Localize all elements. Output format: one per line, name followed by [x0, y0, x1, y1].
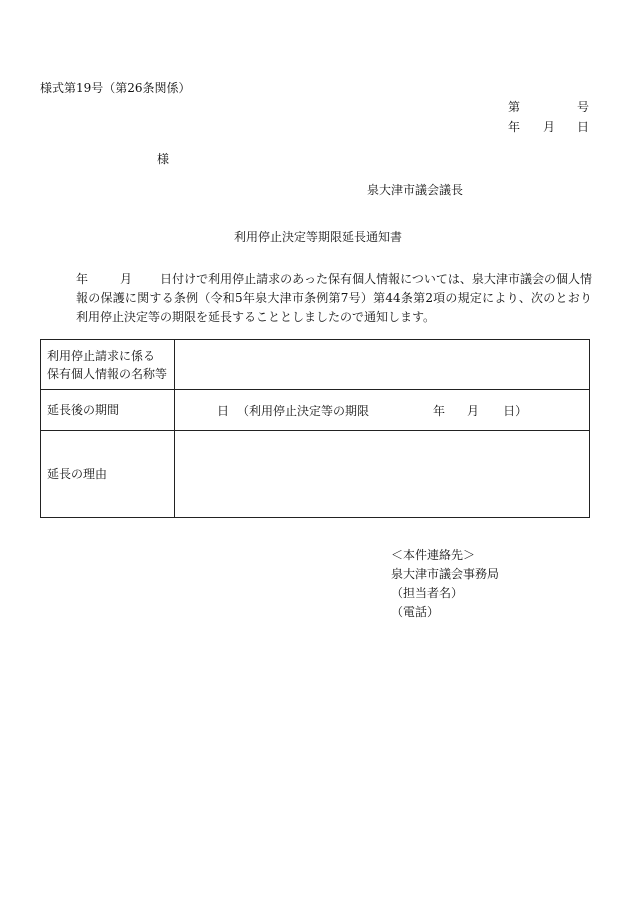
contact-office: 泉大津市議会事務局 [391, 567, 500, 581]
row2-year: 年 [433, 403, 446, 418]
row2-value [175, 390, 590, 431]
row2-label: 延長後の期間 [41, 390, 175, 431]
contact-person: （担当者名） [391, 586, 464, 600]
doc-number-dai: 第 [508, 100, 521, 114]
table-row [41, 390, 590, 431]
sender-name: 泉大津市議会議長 [367, 183, 464, 197]
date-month: 月 [543, 120, 556, 134]
contact-phone: （電話） [391, 605, 440, 619]
date-year: 年 [508, 120, 521, 134]
row1-label [41, 340, 175, 390]
row3-label: 延長の理由 [41, 431, 175, 518]
intro-text: 日付けで利用停止請求のあった保有個人情報については、泉大津市議会の個人情報の保護に関する条例（令和5年泉大津市条例第7号）第44条第2項の規定により、次のとおり利用停止決定等の期限を延長することとしましたので通知します。 [76, 272, 592, 324]
row1-label-line1: 利用停止請求に係る [47, 348, 156, 363]
document-title: 利用停止決定等期限延長通知書 [234, 230, 403, 244]
row2-paren-open: （利用停止決定等の期限 [237, 403, 370, 418]
addressee-suffix: 様 [157, 152, 170, 166]
contact-header: ＜本件連絡先＞ [391, 548, 476, 562]
table-row [41, 431, 590, 518]
intro-paragraph [40, 270, 592, 327]
row2-month: 月 [467, 403, 480, 418]
row2-day: 日 [217, 403, 230, 418]
row3-value [175, 431, 590, 518]
row2-day-close: 日） [503, 403, 528, 418]
info-table [40, 339, 590, 518]
row1-value [175, 340, 590, 390]
intro-month: 月 [120, 272, 133, 286]
table-row [41, 340, 590, 390]
date-day: 日 [577, 120, 590, 134]
doc-number-go: 号 [577, 100, 590, 114]
intro-year: 年 [76, 272, 89, 286]
form-label: 様式第19号（第26条関係） [40, 81, 191, 95]
row1-label-line2: 保有個人情報の名称等 [47, 366, 168, 381]
